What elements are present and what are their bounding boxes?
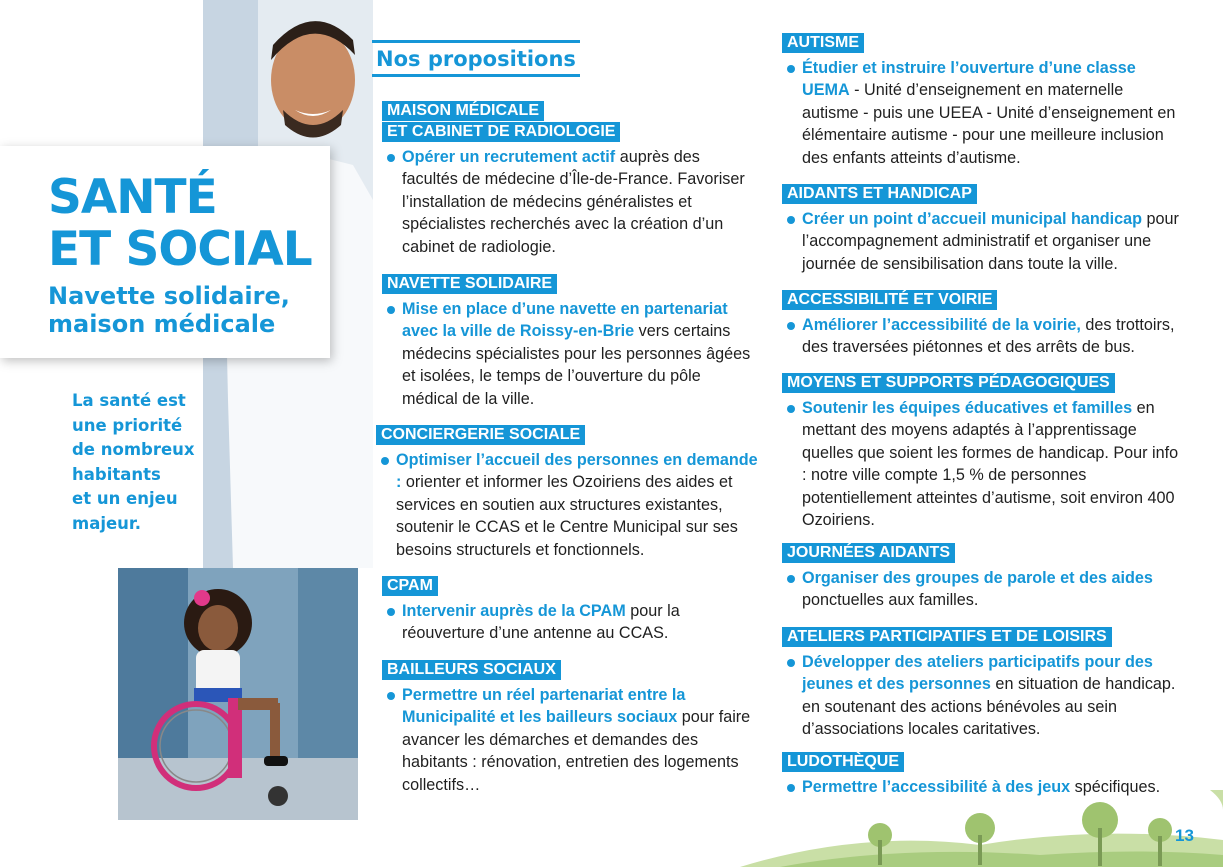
child-wheelchair-photo [118, 568, 358, 820]
list-item: Développer des ateliers participatifs pour des jeunes et des personnes en situation de handicap. en soutenant des actions bénévoles au sein d’associations locales caritatives. [782, 651, 1184, 741]
landscape-decoration [740, 790, 1223, 867]
list-item: Permettre un réel partenariat entre la Municipalité et les bailleurs sociaux pour faire avancer les démarches et demandes des habitants : rénovation, entretien des logements collectifs… [382, 684, 752, 796]
section-heading: CONCIERGERIE SOCIALE [376, 425, 585, 445]
subtitle-line-2: maison médicale [48, 310, 276, 338]
list-item: Créer un point d’accueil municipal handicap pour l’accompagnement administratif et organiser une journée de sensibilisation dans toute la ville. [782, 208, 1192, 275]
section-heading: NAVETTE SOLIDAIRE [382, 274, 557, 294]
section-heading: ATELIERS PARTICIPATIFS ET DE LOISIRS [782, 627, 1112, 647]
list-item: Mise en place d’une navette en partenariat avec la ville de Roissy-en-Brie vers certains médecins spécialistes pour les personnes âgées et isolées, le temps de l’ouverture du pôle médical de la ville. [382, 298, 752, 410]
title-line-1: SANTÉ [48, 170, 217, 225]
page-number: 13 [1175, 826, 1194, 845]
list-item: Soutenir les équipes éducatives et familles en mettant des moyens adaptés à l’apprentissage quelles que soient les formes de handicap. Pour info : notre ville compte 1,5 % de personnes potentiellement atteintes d’autisme, soit environ 400 Ozoiriens. [782, 397, 1184, 531]
page-title [48, 172, 312, 276]
list-item: Améliorer l’accessibilité de la voirie, des trottoirs, des traversées piétonnes et des arrêts de bus. [782, 314, 1182, 359]
section-bailleurs-sociaux [382, 660, 752, 796]
section-heading: MOYENS ET SUPPORTS PÉDAGOGIQUES [782, 373, 1115, 393]
proposals-heading: Nos propositions [372, 40, 580, 77]
title-line-2: ET SOCIAL [48, 222, 312, 277]
list-item: Organiser des groupes de parole et des aides ponctuelles aux familles. [782, 567, 1184, 612]
section-navette-solidaire [382, 274, 752, 410]
section-accessibilite-voirie [782, 290, 1182, 359]
section-heading: CPAM [382, 576, 438, 596]
section-cpam [382, 576, 752, 645]
section-autisme [782, 33, 1184, 169]
section-conciergerie-sociale [376, 425, 762, 561]
section-heading: AIDANTS ET HANDICAP [782, 184, 977, 204]
section-maison-medicale [382, 101, 752, 258]
intro-text: La santé est une priorité de nombreux habitants et un enjeu majeur. [72, 391, 195, 533]
section-heading: LUDOTHÈQUE [782, 752, 904, 772]
section-heading: BAILLEURS SOCIAUX [382, 660, 561, 680]
list-item: Étudier et instruire l’ouverture d’une classe UEMA - Unité d’enseignement en maternelle autisme - puis une UEEA - Unité d’enseignement en élémentaire autisme - pour une meilleure inclusion des enfants atteints d’autisme. [782, 57, 1184, 169]
subtitle-line-1: Navette solidaire, [48, 282, 290, 310]
section-moyens-supports [782, 373, 1184, 531]
section-journees-aidants [782, 543, 1184, 612]
section-heading: AUTISME [782, 33, 864, 53]
list-item: Intervenir auprès de la CPAM pour la réouverture d’une antenne au CCAS. [382, 600, 752, 645]
section-heading: ACCESSIBILITÉ ET VOIRIE [782, 290, 997, 310]
section-heading: MAISON MÉDICALE [382, 101, 544, 121]
list-item: Optimiser l’accueil des personnes en demande : orienter et informer les Ozoiriens des aides et services en soutien aux structures existantes, soutenir le CCAS et le Centre Municipal sur ses besoins structurels et fonctionnels. [376, 449, 762, 561]
section-aidants-handicap [782, 184, 1192, 275]
section-ateliers [782, 627, 1184, 741]
section-heading: JOURNÉES AIDANTS [782, 543, 955, 563]
page-subtitle [48, 282, 290, 338]
list-item: Permettre l’accessibilité à des jeux spécifiques. [782, 776, 1192, 798]
section-heading: ET CABINET DE RADIOLOGIE [382, 122, 620, 142]
list-item: Opérer un recrutement actif auprès des facultés de médecine d’Île-de-France. Favoriser l’installation de médecins généralistes et spécialistes recherchés avec la création d’un cabinet de radiologie. [382, 146, 752, 258]
